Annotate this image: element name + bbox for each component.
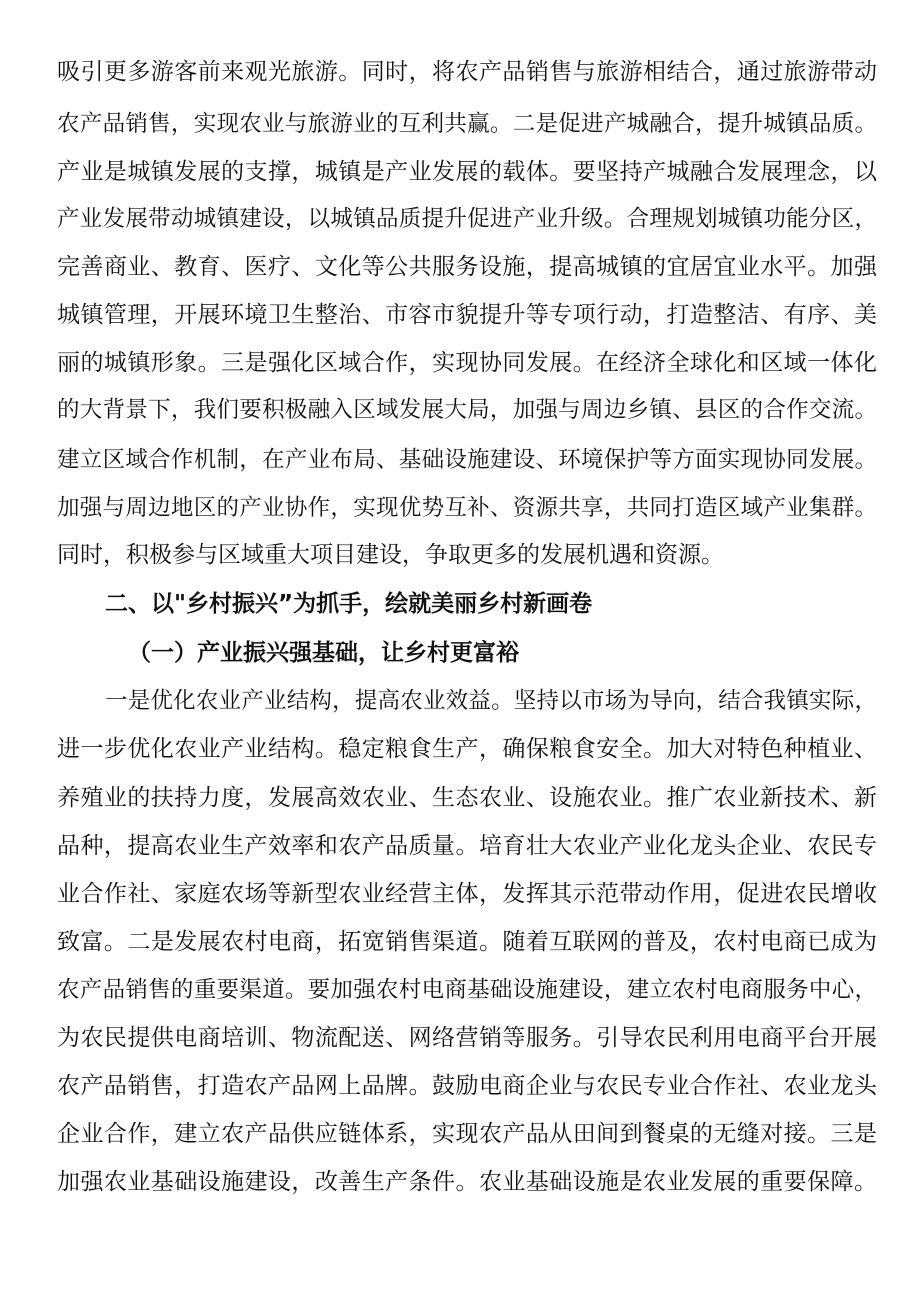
body-line: 完善商业、教育、医疗、文化等公共服务设施，提高城镇的宜居宜业水平。加强 <box>57 254 877 280</box>
body-line: 城镇管理，开展环境卫生整治、市容市貌提升等专项行动，打造整洁、有序、美 <box>57 302 877 328</box>
body-line: 丽的城镇形象。三是强化区域合作，实现协同发展。在经济全球化和区域一体化 <box>57 350 877 376</box>
body-line: 业合作社、家庭农场等新型农业经营主体，发挥其示范带动作用，促进农民增收 <box>57 881 877 907</box>
body-line: 养殖业的扶持力度，发展高效农业、生态农业、设施农业。推广农业新技术、新 <box>57 785 877 811</box>
body-line: 吸引更多游客前来观光旅游。同时，将农产品销售与旅游相结合，通过旅游带动 <box>57 59 877 85</box>
body-line: 的大背景下，我们要积极融入区域发展大局，加强与周边乡镇、县区的合作交流。 <box>57 397 877 423</box>
subsection-heading: （一）产业振兴强基础，让乡村更富裕 <box>128 640 519 666</box>
body-line: 品种，提高农业生产效率和农产品质量。培育壮大农业产业化龙头企业、农民专 <box>57 833 877 859</box>
body-line: 农产品销售，打造农产品网上品牌。鼓励电商企业与农民专业合作社、农业龙头 <box>57 1073 877 1099</box>
body-line: 同时，积极参与区域重大项目建设，争取更多的发展机遇和资源。 <box>57 542 724 568</box>
body-line: 致富。二是发展农村电商，拓宽销售渠道。随着互联网的普及，农村电商已成为 <box>57 929 877 955</box>
body-line: 建立区域合作机制，在产业布局、基础设施建设、环境保护等方面实现协同发展。 <box>57 447 877 473</box>
body-line: 产业发展带动城镇建设，以城镇品质提升促进产业升级。合理规划城镇功能分区， <box>57 206 877 232</box>
body-line: 农产品销售的重要渠道。要加强农村电商基础设施建设，建立农村电商服务中心， <box>57 977 877 1003</box>
body-line: 产业是城镇发展的支撑，城镇是产业发展的载体。要坚持产城融合发展理念，以 <box>57 159 877 185</box>
body-line: 一是优化农业产业结构，提高农业效益。坚持以市场为导向，结合我镇实际， <box>105 688 877 714</box>
body-line: 加强农业基础设施建设，改善生产条件。农业基础设施是农业发展的重要保障。 <box>57 1169 877 1195</box>
body-line: 农产品销售，实现农业与旅游业的互利共赢。二是促进产城融合，提升城镇品质。 <box>57 111 877 137</box>
body-line: 加强与周边地区的产业协作，实现优势互补、资源共享，共同打造区域产业集群。 <box>57 495 877 521</box>
body-line: 为农民提供电商培训、物流配送、网络营销等服务。引导农民利用电商平台开展 <box>57 1025 877 1051</box>
body-line: 企业合作，建立农产品供应链体系，实现农产品从田间到餐桌的无缝对接。三是 <box>57 1121 877 1147</box>
section-heading: 二、以"乡村振兴”为抓手，绘就美丽乡村新画卷 <box>105 591 593 617</box>
body-line: 进一步优化农业产业结构。稳定粮食生产，确保粮食安全。加大对特色种植业、 <box>57 736 877 762</box>
